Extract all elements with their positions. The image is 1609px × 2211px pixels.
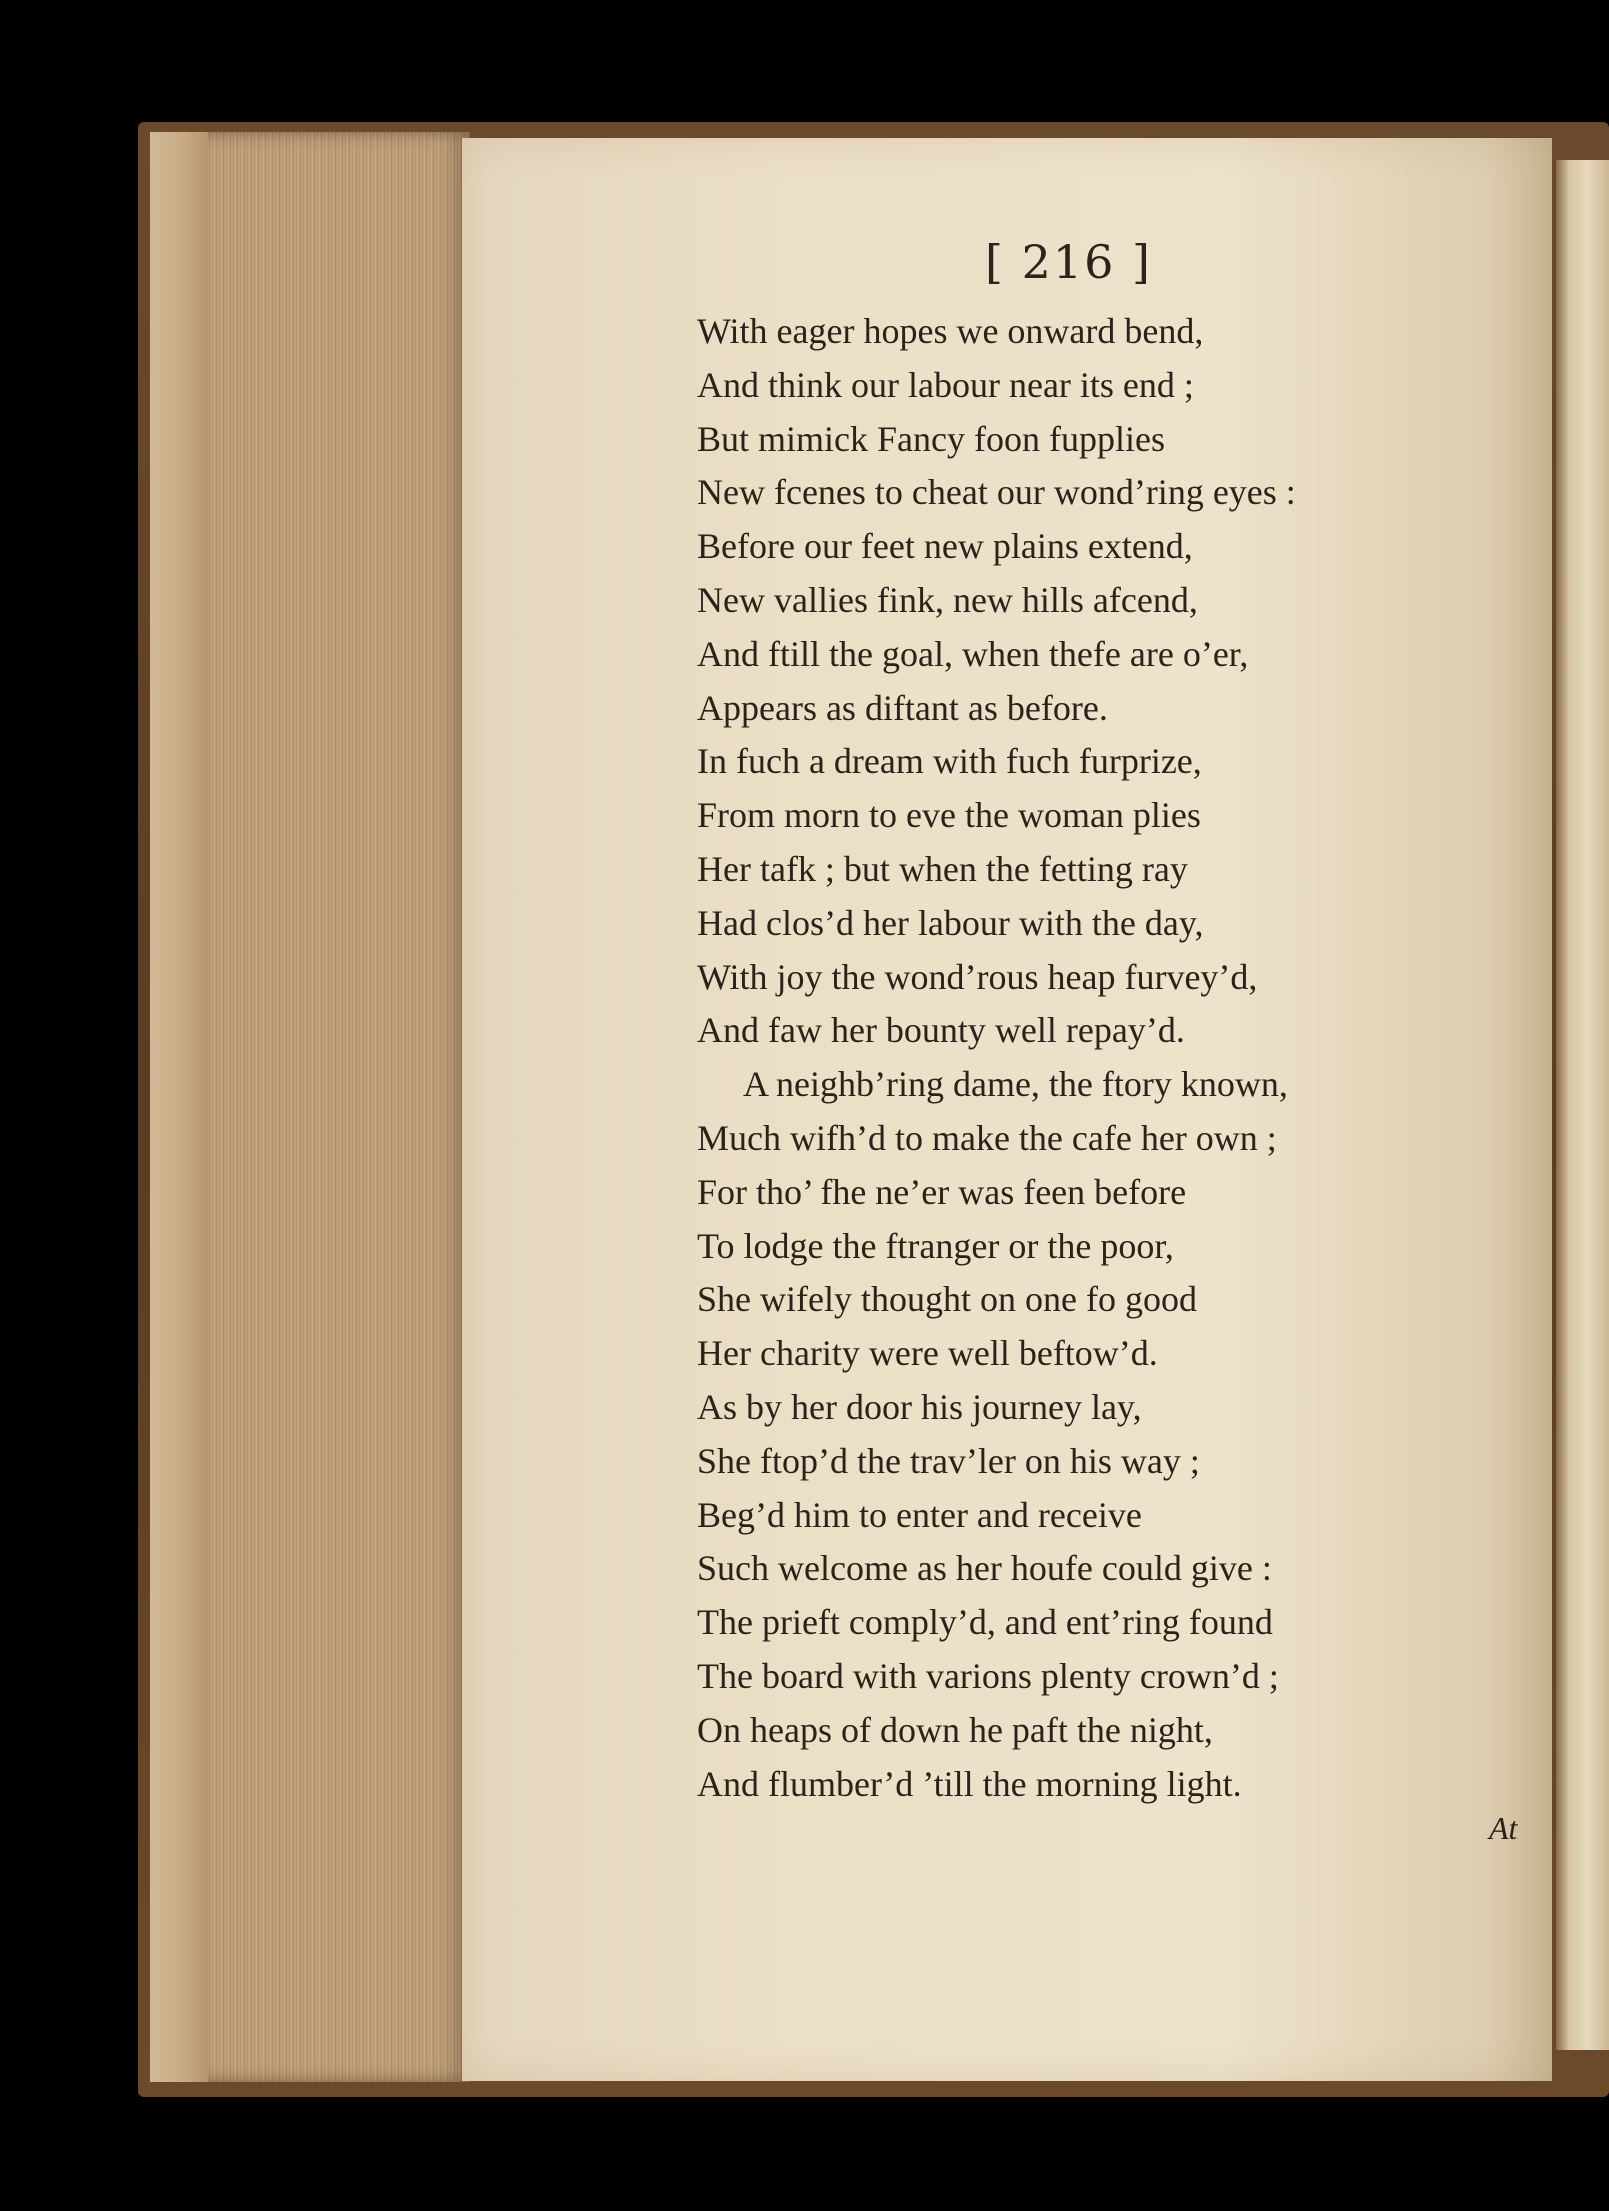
verse-line: As by her door his journey lay, [697,1386,1142,1427]
verse-line: In fuch a dream with fuch furprize, [697,741,1202,782]
facing-page-edge [1556,160,1609,2050]
verse-line: With eager hopes we onward bend, [697,311,1204,351]
page-edge-rim [150,132,208,2082]
verse-line: Much wifh’d to make the cafe her own ; [697,1117,1277,1158]
verse-line: On heaps of down he paft the night, [697,1709,1213,1750]
verse-line: Her charity were well beftow’d. [697,1333,1158,1374]
verse-line: Her tafk ; but when the fetting ray [697,848,1188,889]
verse-line: New vallies fink, new hills afcend, [697,579,1198,620]
verse-line: Beg’d him to enter and receive [697,1494,1142,1535]
verse-line: But mimick Fancy foon fupplies [697,418,1165,459]
verse-line: A neighb’ring dame, the ftory known, [743,1064,1288,1105]
verse-line: To lodge the ftranger or the poor, [697,1225,1174,1266]
verse-line: New fcenes to cheat our wond’ring eyes : [697,472,1296,513]
verse-line: Before our feet new plains extend, [697,526,1193,567]
verse-line: And flumber’d ’till the morning light. [697,1763,1242,1804]
verse-line: Such welcome as her houfe could give : [697,1548,1272,1589]
verse-line: And ftill the goal, when thefe are o’er, [697,633,1249,674]
verse-line: She wifely thought on one fo good [697,1279,1197,1320]
verse-line: The prieft comply’d, and ent’ring found [697,1602,1273,1643]
verse-line: Had clos’d her labour with the day, [697,902,1204,943]
poem-text [697,305,1296,1811]
verse-line: And think our labour near its end ; [697,364,1194,405]
catchword: At [1489,1810,1518,1846]
verse-line: The board with varions plenty crown’d ; [697,1655,1279,1696]
verse-line: And faw her bounty well repay’d. [697,1010,1185,1051]
verse-line: Appears as diftant as before. [697,687,1108,728]
verse-line: For tho’ fhe ne’er was feen before [697,1171,1187,1212]
page-number: [ 216 ] [985,235,1152,289]
verse-line: She ftop’d the trav’ler on his way ; [697,1440,1200,1481]
verse-line: With joy the wond’rous heap furvey’d, [697,956,1258,997]
verse-line: From morn to eve the woman plies [697,795,1201,836]
